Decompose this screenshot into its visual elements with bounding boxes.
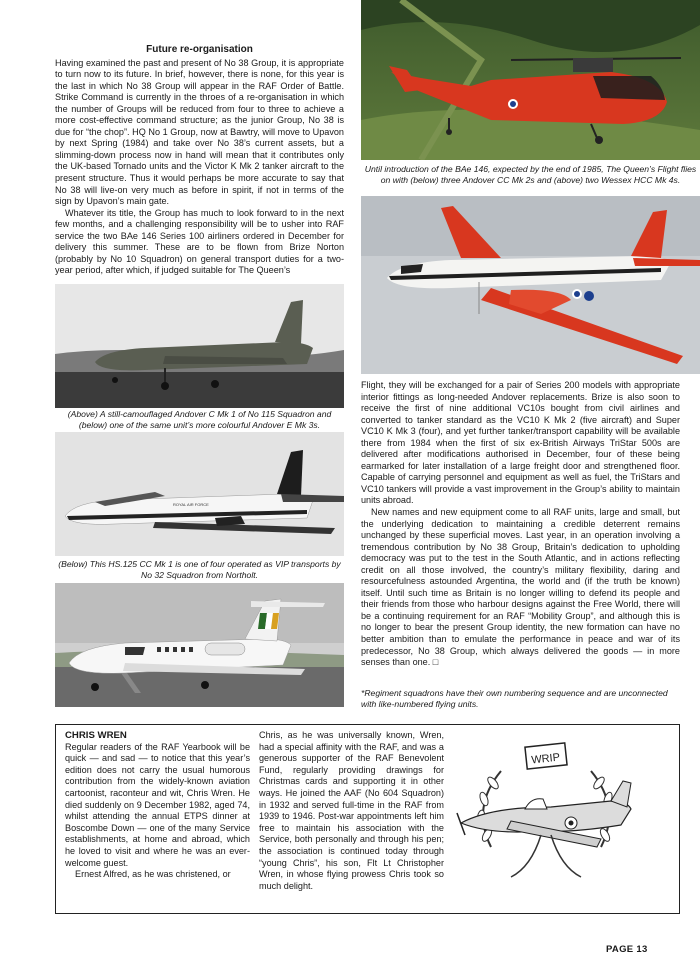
cartoon-sign-text: WRIP bbox=[530, 751, 561, 767]
page-number: PAGE 13 bbox=[606, 944, 648, 955]
photo-andover-queens-flight bbox=[361, 196, 700, 374]
caption-wessex-andover: Until introduction of the BAe 146, expected by the end of 1985, The Queen’s Flight flies on with (below) three Andover CC Mk 2s and (above) two Wessex HCC Mk 4s. bbox=[364, 164, 697, 185]
photo-andover-camouflaged bbox=[55, 284, 344, 408]
footnote: *Regiment squadrons have their own numbering sequence and are unconnected with like-numbered flying units. bbox=[361, 688, 668, 709]
cartoon-spitfire-wreath bbox=[451, 737, 641, 887]
svg-text:ROYAL AIR FORCE: ROYAL AIR FORCE bbox=[173, 502, 209, 507]
article-right-column bbox=[361, 380, 680, 669]
section-heading: Future re-organisation bbox=[146, 44, 253, 55]
sidebar-paragraph: Ernest Alfred, as he was christened, or bbox=[75, 869, 231, 880]
article-paragraph: New names and new equipment come to all RAF units, large and small, but the underlying dedication to maintaining a credible deterrent remains unchanged by these superficial moves. Last year, in an operation involving a tremendous contribution by No 38 Group, Britain’s dedication to upholding democracy was put to the test in the South Atlantic, and in actions reflecting credit on all those involved, the country’s military flexibility, daring and resourcefulness astounded Argentina, the world and (if the truth be known) itself. Until such time as Britain is no longer willing to defend its people and their friends from those who harbour designs against the Free World, there will be a continuing requirement for an RAF “Mobility Group”, and although this is no longer to bear the present Group identity, the new formation can have no better ambition than to emulate the performance in peace and war of its predecessor, No 38 Group, which always delivered the goods — in more senses than one. □ bbox=[361, 507, 680, 668]
article-paragraph: Whatever its title, the Group has much to look forward to in the next few months, and a challenging responsibility will be to usher into RAF service the two BAe 146 Series 100 airliners ordered in December for delivery this summer. These are to be flown from Brize Norton (probably by No 10 Squadron) on general transport duties for a two-year period, after which, if judged suitable for The Queen’s bbox=[55, 207, 344, 276]
caption-hs125: (Below) This HS.125 CC Mk 1 is one of four operated as VIP transports by No 32 Squadron from Northolt. bbox=[58, 559, 341, 580]
article-left-column bbox=[55, 44, 344, 277]
photo-wessex-helicopter bbox=[361, 0, 700, 160]
photo-hs125 bbox=[55, 583, 344, 707]
caption-andover-115: (Above) A still-camouflaged Andover C Mk 1 of No 115 Squadron and (below) one of the same unit’s more colourful Andover E Mk 3s. bbox=[67, 409, 332, 430]
article-paragraph: Flight, they will be exchanged for a pair of Series 200 models with appropriate interior fittings as long-needed Andover replacements. Brize is also soon to receive the first of nine additional VC10s bought from civil airlines and converted to tanker standard as the VC10 K Mk 2 (five aircraft) and Super VC10 K Mk 3 (four), and yet further tanker/transport capability will be available there from 1984 when the first of six ex-British Airways TriStar 500s are delivered after modifications authorised in December, four of these being earmarked for later installation of a large freight door and strengthened floor. Capable of carrying personnel and equipment as well as fuel, the TriStars and VC10 tankers will provide a vast improvement in the Group’s ability to maintain units abroad. bbox=[361, 380, 680, 506]
sidebar-chris-wren bbox=[55, 724, 680, 914]
sidebar-paragraph: Regular readers of the RAF Yearbook will be quick — and sad — to notice that this year’s edition does not carry the usual humorous contribution from the widely-known aviation cartoonist, raconteur and wit, Chris Wren. He died suddenly on 9 December 1982, aged 74, whilst attending the annual ETPS dinner at Boscombe Down — one of the many Service establishments, at home and abroad, which he loved to visit and where he was an ever-welcome guest. bbox=[65, 741, 250, 868]
sidebar-column-2 bbox=[259, 730, 444, 892]
sidebar-column-1 bbox=[65, 730, 250, 881]
sidebar-title: CHRIS WREN bbox=[65, 730, 127, 741]
sidebar-paragraph: Chris, as he was universally known, Wren, had a special affinity with the RAF, and was a generous supporter of the RAF Benevolent Fund, regularly providing drawings for Christmas cards and supporting it in other ways. He joined the AAF (No 604 Squadron) in 1932 and served full-time in the RAF from 1939 to 1946. Post-war appointments left him free to maintain his association with the Service, both personally and through his pen; the association is continued today through “young Chris”, his son, Flt Lt Christopher Wren, in whose flying prowess Chris took so much delight. bbox=[259, 730, 444, 891]
article-paragraph: Having examined the past and present of No 38 Group, it is appropriate to turn now to its future. In brief, however, there is none, for this year is the last in which No 38 Group will appear in the RAF Order of Battle. Strike Command is currently in the throes of a re-organisation in which the number of Groups will be reduced from four to three to achieve a more cost-effective command structure; as the junior Group, No 38 is due for “the chop”. HQ No 1 Group, now at Bawtry, will move to Upavon by next Spring (1984) and take over No 38’s current assets, but a slimming-down process now in hand will mean that it contributes only the UK-based Tornado units and the Victor K Mk 2 tanker aircraft to the present structure. Thus it would perhaps be more accurate to say that No 38 will live-on very much as before in spirit, if not in terms of the sign by Upavon’s main gate. bbox=[55, 57, 344, 207]
photo-andover-e3 bbox=[55, 432, 344, 556]
